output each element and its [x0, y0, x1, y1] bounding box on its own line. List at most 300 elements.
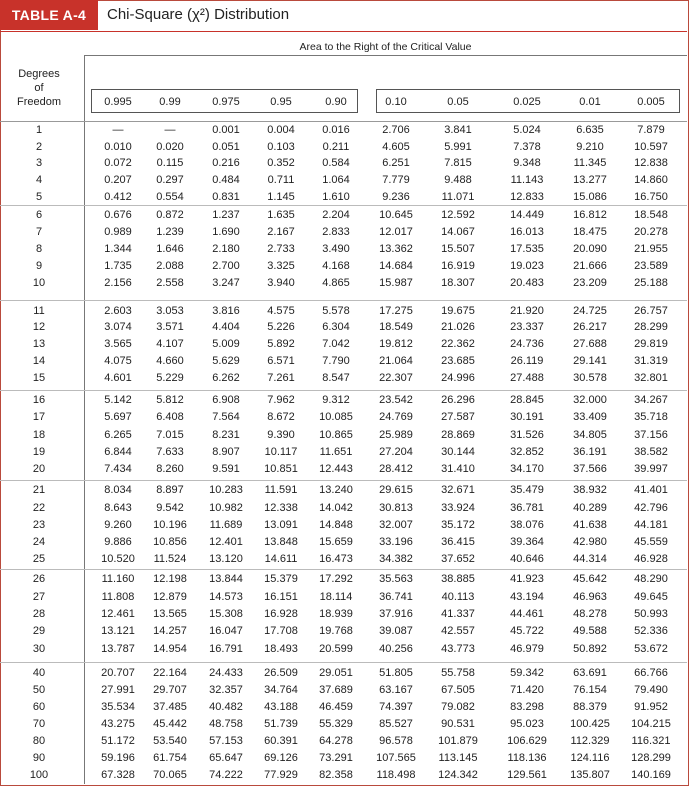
value-cell: 42.557	[441, 625, 475, 637]
value-cell: 2.088	[156, 260, 184, 272]
value-cell: 12.443	[319, 463, 353, 475]
value-cell: 16.928	[264, 608, 298, 620]
value-cell: 11.808	[101, 591, 135, 603]
df-cell: 100	[29, 769, 49, 781]
value-cell: 2.180	[212, 243, 240, 255]
value-cell: 5.142	[104, 394, 132, 406]
value-cell: 36.781	[510, 502, 544, 514]
value-cell: 15.507	[441, 243, 475, 255]
value-cell: 5.892	[267, 338, 295, 350]
title-bar	[0, 0, 687, 30]
column-header: 0.95	[270, 96, 292, 108]
value-cell: 14.449	[510, 209, 544, 221]
value-cell: 101.879	[438, 735, 478, 747]
value-cell: 3.816	[212, 305, 240, 317]
value-cell: 9.390	[267, 429, 295, 441]
value-cell: 9.236	[382, 191, 410, 203]
value-cell: 49.645	[634, 591, 668, 603]
value-cell: 8.672	[267, 411, 295, 423]
value-cell: 3.053	[156, 305, 184, 317]
df-cell: 3	[35, 157, 43, 169]
table-title: Chi-Square (χ²) Distribution	[107, 6, 290, 23]
value-cell: 79.490	[634, 684, 668, 696]
value-cell: 88.379	[573, 701, 607, 713]
value-cell: 32.801	[634, 372, 668, 384]
value-cell: 5.629	[212, 355, 240, 367]
value-cell: 20.090	[573, 243, 607, 255]
value-cell: 32.357	[209, 684, 243, 696]
df-cell: 90	[32, 752, 46, 764]
value-cell: 13.277	[573, 174, 607, 186]
value-cell: 9.591	[212, 463, 240, 475]
value-cell: 15.379	[264, 573, 298, 585]
value-cell: 0.016	[322, 124, 350, 136]
value-cell: 7.879	[637, 124, 665, 136]
value-cell: 9.260	[104, 519, 132, 531]
value-cell: 61.754	[153, 752, 187, 764]
row-group-divider	[0, 662, 687, 663]
value-cell: 46.459	[319, 701, 353, 713]
value-cell: 35.172	[441, 519, 475, 531]
value-cell: 38.885	[441, 573, 475, 585]
value-cell: 50.993	[634, 608, 668, 620]
df-cell: 70	[32, 718, 46, 730]
value-cell: 43.194	[510, 591, 544, 603]
value-cell: 4.404	[212, 321, 240, 333]
value-cell: 11.651	[319, 446, 353, 458]
value-cell: 13.565	[153, 608, 187, 620]
value-cell: 13.120	[209, 553, 243, 565]
df-cell: 2	[35, 141, 43, 153]
value-cell: 95.023	[510, 718, 544, 730]
value-cell: 7.633	[156, 446, 184, 458]
df-cell: 9	[35, 260, 43, 272]
value-cell: 34.170	[510, 463, 544, 475]
value-cell: 140.169	[631, 769, 671, 781]
value-cell: 6.408	[156, 411, 184, 423]
df-cell: 14	[32, 355, 46, 367]
value-cell: 19.023	[510, 260, 544, 272]
value-cell: 37.156	[634, 429, 668, 441]
value-cell: 27.587	[441, 411, 475, 423]
value-cell: 16.151	[264, 591, 298, 603]
value-cell: 15.659	[319, 536, 353, 548]
column-header: 0.05	[447, 96, 469, 108]
value-cell: 76.154	[573, 684, 607, 696]
value-cell: 34.382	[379, 553, 413, 565]
value-cell: 32.852	[510, 446, 544, 458]
value-cell: 129.561	[507, 769, 547, 781]
value-cell: 10.520	[101, 553, 135, 565]
value-cell: 1.635	[267, 209, 295, 221]
value-cell: 1.239	[156, 226, 184, 238]
value-cell: 16.791	[209, 643, 243, 655]
value-cell: 21.064	[379, 355, 413, 367]
value-cell: 0.676	[104, 209, 132, 221]
value-cell: 10.982	[209, 502, 243, 514]
value-cell: 44.461	[510, 608, 544, 620]
value-cell: 18.114	[319, 591, 353, 603]
value-cell: 51.739	[264, 718, 298, 730]
df-cell: 25	[32, 553, 46, 565]
row-group-divider	[0, 300, 687, 301]
value-cell: 73.291	[319, 752, 353, 764]
value-cell: 43.773	[441, 643, 475, 655]
value-cell: 46.963	[573, 591, 607, 603]
df-cell: 7	[35, 226, 43, 238]
value-cell: 35.718	[634, 411, 668, 423]
value-cell: 0.004	[267, 124, 295, 136]
value-cell: 0.352	[267, 157, 295, 169]
value-cell: 55.329	[319, 718, 353, 730]
value-cell: 36.415	[441, 536, 475, 548]
value-cell: 39.997	[634, 463, 668, 475]
value-cell: 135.807	[570, 769, 610, 781]
value-cell: 17.708	[264, 625, 298, 637]
value-cell: 91.952	[634, 701, 668, 713]
value-cell: 16.919	[441, 260, 475, 272]
value-cell: 10.597	[634, 141, 668, 153]
value-cell: 29.819	[634, 338, 668, 350]
value-cell: 13.091	[264, 519, 298, 531]
value-cell: 43.188	[264, 701, 298, 713]
value-cell: 11.524	[153, 553, 187, 565]
value-cell: 2.833	[322, 226, 350, 238]
value-cell: 31.410	[441, 463, 475, 475]
value-cell: 1.237	[212, 209, 240, 221]
value-cell: 18.307	[441, 277, 475, 289]
value-cell: 9.210	[576, 141, 604, 153]
value-cell: 18.548	[634, 209, 668, 221]
df-cell: 6	[35, 209, 43, 221]
value-cell: 30.813	[379, 502, 413, 514]
value-cell: 13.240	[319, 484, 353, 496]
value-cell: 4.601	[104, 372, 132, 384]
table-label: TABLE A-4	[0, 0, 98, 30]
value-cell: 12.879	[153, 591, 187, 603]
value-cell: 0.872	[156, 209, 184, 221]
value-cell: 1.344	[104, 243, 132, 255]
value-cell: 57.153	[209, 735, 243, 747]
row-group-divider	[0, 480, 687, 481]
value-cell: 0.831	[212, 191, 240, 203]
value-cell: 36.191	[573, 446, 607, 458]
value-cell: 8.547	[322, 372, 350, 384]
value-cell: 20.707	[101, 667, 135, 679]
value-cell: 79.082	[441, 701, 475, 713]
value-cell: 35.563	[379, 573, 413, 585]
value-cell: 37.566	[573, 463, 607, 475]
value-cell: 118.136	[507, 752, 547, 764]
value-cell: —	[164, 124, 176, 136]
value-cell: 23.542	[379, 394, 413, 406]
value-cell: 11.345	[573, 157, 607, 169]
value-cell: 21.920	[510, 305, 544, 317]
value-cell: 7.962	[267, 394, 295, 406]
value-cell: 19.675	[441, 305, 475, 317]
title-divider	[0, 31, 687, 32]
value-cell: 3.565	[104, 338, 132, 350]
value-cell: 0.103	[267, 141, 295, 153]
value-cell: 28.412	[379, 463, 413, 475]
value-cell: 20.483	[510, 277, 544, 289]
column-header: 0.10	[385, 96, 407, 108]
value-cell: 0.989	[104, 226, 132, 238]
value-cell: 2.156	[104, 277, 132, 289]
value-cell: 7.790	[322, 355, 350, 367]
value-cell: 10.851	[264, 463, 298, 475]
value-cell: 26.757	[634, 305, 668, 317]
value-cell: 7.815	[444, 157, 472, 169]
value-cell: 13.848	[264, 536, 298, 548]
value-cell: 6.844	[104, 446, 132, 458]
value-cell: 48.758	[209, 718, 243, 730]
value-cell: 12.592	[441, 209, 475, 221]
value-cell: 45.559	[634, 536, 668, 548]
value-cell: 3.490	[322, 243, 350, 255]
value-cell: 21.026	[441, 321, 475, 333]
column-header: 0.975	[212, 96, 240, 108]
value-cell: 7.779	[382, 174, 410, 186]
value-cell: 18.549	[379, 321, 413, 333]
value-cell: 116.321	[631, 735, 671, 747]
value-cell: 59.342	[510, 667, 544, 679]
df-cell: 23	[32, 519, 46, 531]
value-cell: 13.787	[101, 643, 135, 655]
value-cell: 8.643	[104, 502, 132, 514]
value-cell: 33.924	[441, 502, 475, 514]
value-cell: 49.588	[573, 625, 607, 637]
value-cell: 15.308	[209, 608, 243, 620]
value-cell: 29.707	[153, 684, 187, 696]
value-cell: 36.741	[379, 591, 413, 603]
value-cell: 27.991	[101, 684, 135, 696]
value-cell: 35.534	[101, 701, 135, 713]
value-cell: 0.207	[104, 174, 132, 186]
degrees-of-freedom-header	[6, 67, 72, 109]
value-cell: 8.034	[104, 484, 132, 496]
df-label-line: Degrees	[18, 68, 60, 80]
value-cell: 12.198	[153, 573, 187, 585]
value-cell: 100.425	[570, 718, 610, 730]
value-cell: 22.307	[379, 372, 413, 384]
value-cell: 5.697	[104, 411, 132, 423]
value-cell: 4.575	[267, 305, 295, 317]
value-cell: 6.251	[382, 157, 410, 169]
df-cell: 1	[35, 124, 43, 136]
value-cell: 3.247	[212, 277, 240, 289]
value-cell: 33.409	[573, 411, 607, 423]
value-cell: 6.571	[267, 355, 295, 367]
value-cell: 23.337	[510, 321, 544, 333]
value-cell: 1.735	[104, 260, 132, 272]
value-cell: 55.758	[441, 667, 475, 679]
value-cell: —	[112, 124, 124, 136]
df-label-line: of	[34, 82, 44, 94]
value-cell: 12.461	[101, 608, 135, 620]
value-cell: 106.629	[507, 735, 547, 747]
df-column-divider	[84, 55, 85, 784]
value-cell: 6.265	[104, 429, 132, 441]
value-cell: 10.856	[153, 536, 187, 548]
df-cell: 22	[32, 502, 46, 514]
value-cell: 14.611	[264, 553, 298, 565]
df-cell: 60	[32, 701, 46, 713]
value-cell: 7.434	[104, 463, 132, 475]
value-cell: 26.509	[264, 667, 298, 679]
df-cell: 12	[32, 321, 46, 333]
value-cell: 4.107	[156, 338, 184, 350]
value-cell: 53.540	[153, 735, 187, 747]
value-cell: 24.996	[441, 372, 475, 384]
value-cell: 39.364	[510, 536, 544, 548]
value-cell: 6.635	[576, 124, 604, 136]
value-cell: 16.013	[510, 226, 544, 238]
value-cell: 16.473	[319, 553, 353, 565]
value-cell: 31.319	[634, 355, 668, 367]
df-cell: 29	[32, 625, 46, 637]
value-cell: 37.485	[153, 701, 187, 713]
value-cell: 5.812	[156, 394, 184, 406]
value-cell: 1.646	[156, 243, 184, 255]
value-cell: 10.645	[379, 209, 413, 221]
value-cell: 1.610	[322, 191, 350, 203]
column-header: 0.99	[159, 96, 181, 108]
value-cell: 32.671	[441, 484, 475, 496]
value-cell: 124.116	[570, 752, 610, 764]
value-cell: 37.916	[379, 608, 413, 620]
value-cell: 37.689	[319, 684, 353, 696]
value-cell: 41.401	[634, 484, 668, 496]
value-cell: 27.204	[379, 446, 413, 458]
df-cell: 50	[32, 684, 46, 696]
value-cell: 12.338	[264, 502, 298, 514]
value-cell: 9.488	[444, 174, 472, 186]
value-cell: 6.262	[212, 372, 240, 384]
value-cell: 14.848	[319, 519, 353, 531]
df-cell: 8	[35, 243, 43, 255]
value-cell: 3.074	[104, 321, 132, 333]
value-cell: 0.554	[156, 191, 184, 203]
value-cell: 53.672	[634, 643, 668, 655]
value-cell: 10.283	[209, 484, 243, 496]
value-cell: 29.051	[319, 667, 353, 679]
value-cell: 48.278	[573, 608, 607, 620]
value-cell: 0.711	[267, 174, 295, 186]
value-cell: 32.007	[379, 519, 413, 531]
df-cell: 80	[32, 735, 46, 747]
value-cell: 24.433	[209, 667, 243, 679]
value-cell: 45.722	[510, 625, 544, 637]
value-cell: 9.542	[156, 502, 184, 514]
value-cell: 40.482	[209, 701, 243, 713]
value-cell: 18.493	[264, 643, 298, 655]
value-cell: 43.275	[101, 718, 135, 730]
value-cell: 63.691	[573, 667, 607, 679]
column-header: 0.90	[325, 96, 347, 108]
value-cell: 74.397	[379, 701, 413, 713]
value-cell: 40.289	[573, 502, 607, 514]
value-cell: 48.290	[634, 573, 668, 585]
value-cell: 13.121	[101, 625, 135, 637]
df-cell: 30	[32, 643, 46, 655]
value-cell: 21.666	[573, 260, 607, 272]
value-cell: 83.298	[510, 701, 544, 713]
value-cell: 23.589	[634, 260, 668, 272]
value-cell: 85.527	[379, 718, 413, 730]
value-cell: 40.646	[510, 553, 544, 565]
value-cell: 41.337	[441, 608, 475, 620]
value-cell: 0.412	[104, 191, 132, 203]
value-cell: 107.565	[376, 752, 416, 764]
value-cell: 0.020	[156, 141, 184, 153]
value-cell: 3.940	[267, 277, 295, 289]
value-cell: 30.191	[510, 411, 544, 423]
value-cell: 4.168	[322, 260, 350, 272]
value-cell: 15.987	[379, 277, 413, 289]
value-cell: 1.145	[267, 191, 295, 203]
value-cell: 0.010	[104, 141, 132, 153]
df-label-line: Freedom	[16, 96, 62, 108]
value-cell: 0.584	[322, 157, 350, 169]
value-cell: 24.725	[573, 305, 607, 317]
value-cell: 82.358	[319, 769, 353, 781]
value-cell: 7.564	[212, 411, 240, 423]
value-cell: 2.167	[267, 226, 295, 238]
value-cell: 104.215	[631, 718, 671, 730]
value-cell: 26.119	[510, 355, 544, 367]
value-cell: 14.860	[634, 174, 668, 186]
df-cell: 18	[32, 429, 46, 441]
value-cell: 14.954	[153, 643, 187, 655]
df-cell: 10	[32, 277, 46, 289]
value-cell: 39.087	[379, 625, 413, 637]
value-cell: 21.955	[634, 243, 668, 255]
value-cell: 16.047	[209, 625, 243, 637]
value-cell: 10.117	[264, 446, 298, 458]
value-cell: 9.348	[513, 157, 541, 169]
value-cell: 12.401	[209, 536, 243, 548]
value-cell: 38.582	[634, 446, 668, 458]
value-cell: 1.690	[212, 226, 240, 238]
value-cell: 10.085	[319, 411, 353, 423]
value-cell: 2.733	[267, 243, 295, 255]
value-cell: 6.908	[212, 394, 240, 406]
df-cell: 28	[32, 608, 46, 620]
df-cell: 13	[32, 338, 46, 350]
value-cell: 14.042	[319, 502, 353, 514]
value-cell: 8.231	[212, 429, 240, 441]
value-cell: 38.932	[573, 484, 607, 496]
value-cell: 2.700	[212, 260, 240, 272]
value-cell: 64.278	[319, 735, 353, 747]
value-cell: 10.865	[319, 429, 353, 441]
value-cell: 7.015	[156, 429, 184, 441]
value-cell: 18.475	[573, 226, 607, 238]
value-cell: 40.256	[379, 643, 413, 655]
value-cell: 124.342	[438, 769, 478, 781]
value-cell: 11.143	[510, 174, 544, 186]
value-cell: 51.172	[101, 735, 135, 747]
value-cell: 16.812	[573, 209, 607, 221]
value-cell: 17.535	[510, 243, 544, 255]
value-cell: 30.144	[441, 446, 475, 458]
column-header: 0.995	[104, 96, 132, 108]
value-cell: 66.766	[634, 667, 668, 679]
value-cell: 0.297	[156, 174, 184, 186]
value-cell: 28.869	[441, 429, 475, 441]
value-cell: 29.141	[573, 355, 607, 367]
